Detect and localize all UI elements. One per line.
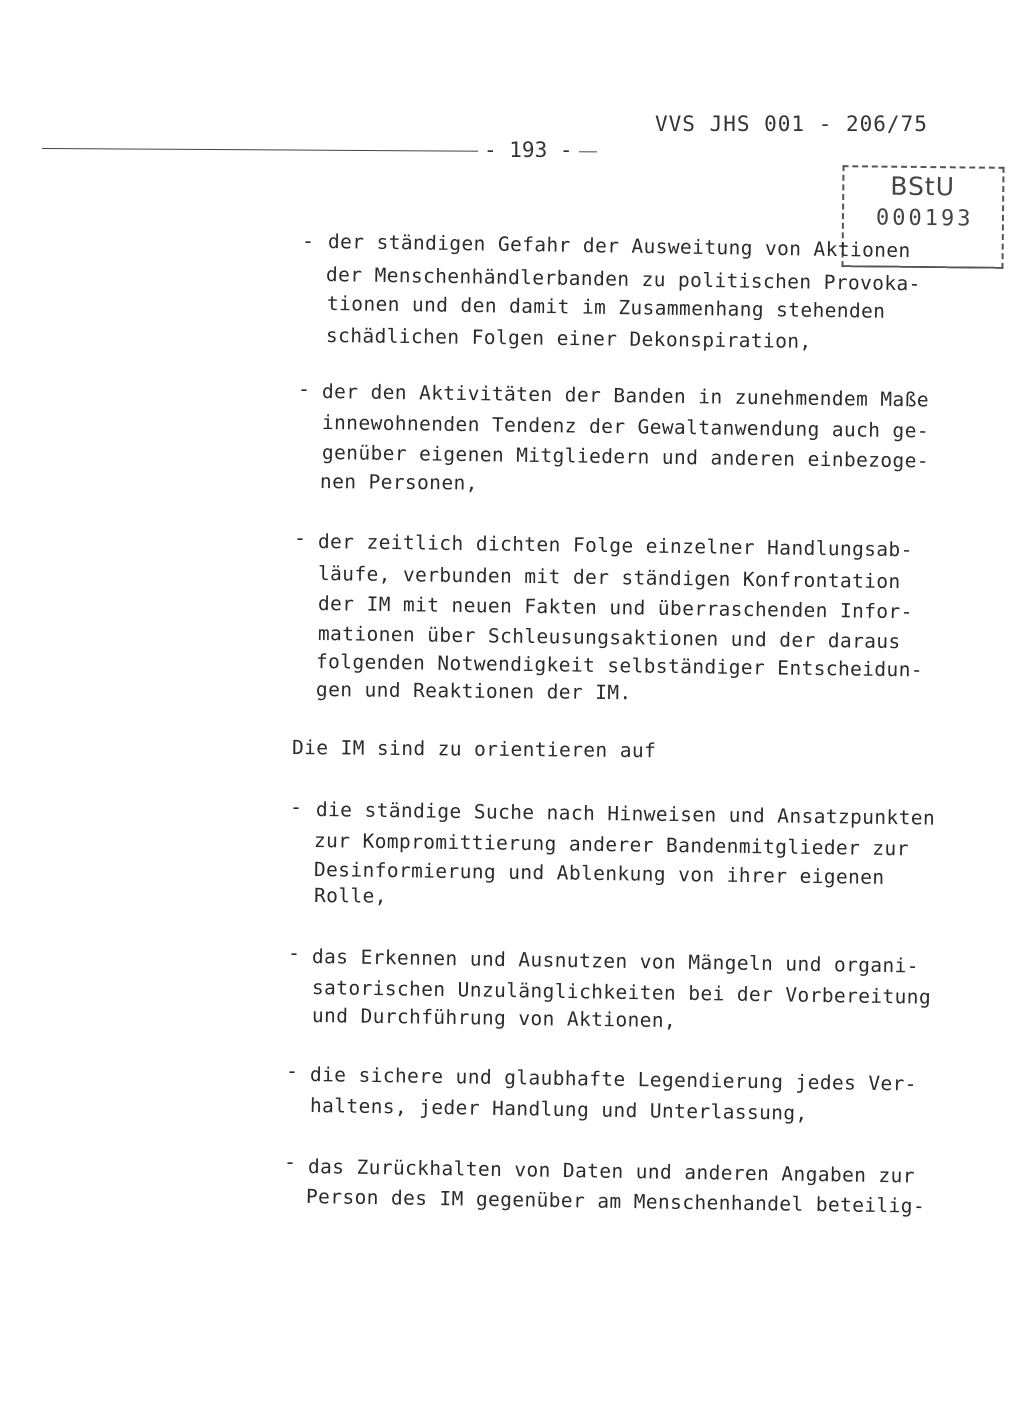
body-line: tionen und den damit im Zusammenhang stehenden (326, 292, 886, 323)
body-line: Desinformierung und Ablenkung von ihrer eigenen (313, 858, 885, 889)
bullet-dash: - (284, 1150, 297, 1174)
body-line: schädlichen Folgen einer Dekonspiration, (325, 324, 812, 353)
body-line: satorischen Unzulänglichkeiten bei der Vorbereitung (311, 976, 932, 1009)
body-line: folgenden Notwendigkeit selbständiger Entscheidun- (315, 650, 924, 682)
section-intro: Die IM sind zu orientieren auf (291, 736, 657, 763)
body-line: die ständige Suche nach Hinweisen und Ansatzpunkten (315, 798, 936, 830)
body-line: gen und Reaktionen der IM. (315, 678, 632, 705)
body-line: der den Aktivitäten der Banden in zunehmendem Maße (321, 380, 930, 412)
body-line: das Zurückhalten von Daten und anderen Angaben zur (307, 1155, 916, 1188)
body-line: der Menschenhändlerbanden zu politischen Provoka- (325, 263, 921, 296)
bullet-dash: - (288, 941, 301, 965)
body-line: mationen über Schleusungsaktionen und der daraus (317, 622, 901, 654)
bullet-dash: - (290, 795, 303, 819)
stamp-number: 000193 (875, 205, 974, 232)
body-line: haltens, jeder Handlung und Unterlassung, (309, 1094, 808, 1125)
bullet-dash: - (298, 377, 311, 401)
body-line: die sichere und glaubhafte Legendierung jedes Ver- (309, 1063, 918, 1096)
stamp-label: BStU (890, 171, 956, 202)
bullet-dash: - (286, 1059, 299, 1083)
body-line: innewohnenden Tendenz der Gewaltanwendung auch ge- (321, 411, 930, 443)
body-line: nen Personen, (319, 470, 478, 495)
body-line: das Erkennen und Ausnutzen von Mängeln und organi- (311, 945, 920, 978)
bullet-dash: - (294, 526, 307, 550)
body-line: genüber eigenen Mitgliedern und anderen einbezoge- (321, 441, 930, 473)
body-line: und Durchführung von Aktionen, (311, 1004, 677, 1033)
document-reference: VVS JHS 001 - 206/75 (655, 112, 928, 136)
body-line: zur Kompromittierung anderer Bandenmitglieder zur (313, 829, 909, 861)
body-line: läufe, verbunden mit der ständigen Konfrontation (317, 562, 901, 594)
body-line: der IM mit neuen Fakten und überraschenden Infor- (317, 592, 913, 624)
body-line: der ständigen Gefahr der Ausweitung von Aktionen (327, 230, 911, 263)
page-number: - 193 - (478, 138, 579, 162)
bullet-dash: - (302, 229, 315, 253)
body-line: Rolle, (313, 884, 387, 908)
body-line: Person des IM gegenüber am Menschenhandel beteilig- (305, 1185, 926, 1218)
body-line: der zeitlich dichten Folge einzelner Handlungsab- (317, 530, 913, 562)
